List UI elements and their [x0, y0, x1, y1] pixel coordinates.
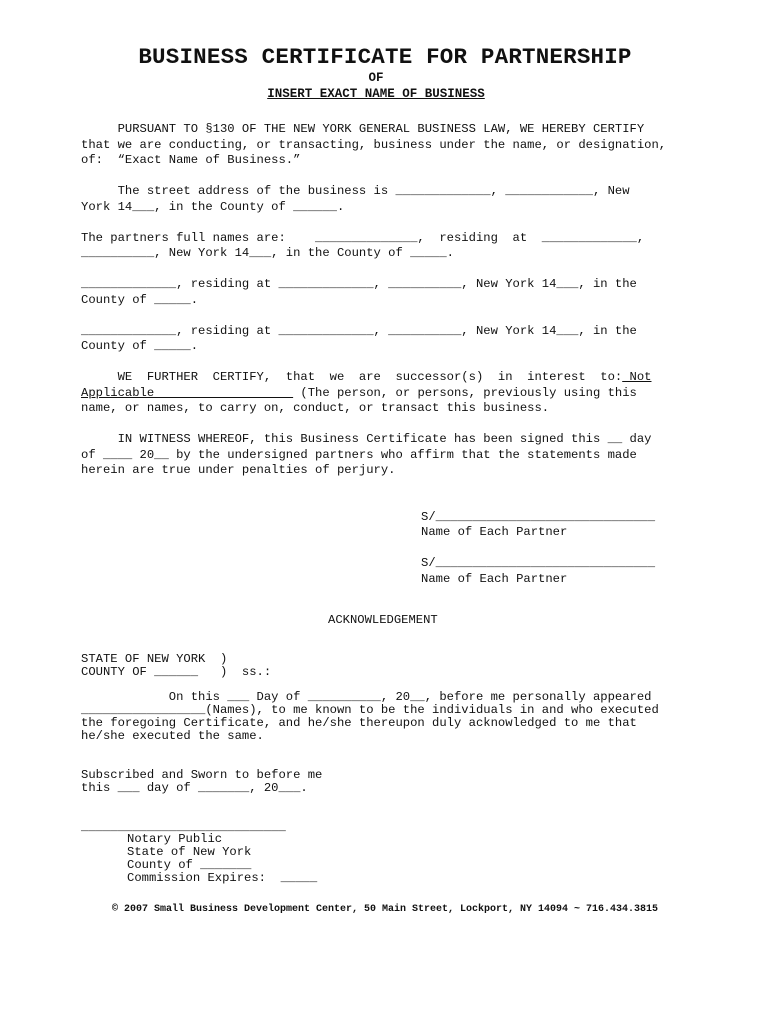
para1-line1: PURSUANT TO §130 OF THE NEW YORK GENERAL BUSINESS LAW, WE HEREBY CERTIFY — [81, 122, 645, 136]
partner3-line2: County of _____. — [81, 339, 199, 353]
sworn-line2: this ___ day of _______, 20___. — [81, 781, 308, 795]
para5-line3: name, or names, to carry on, conduct, or transact this business. — [81, 401, 550, 415]
para1-line2: that we are conducting, or transacting, business under the name, or designation, — [81, 138, 667, 152]
signature-caption-1: Name of Each Partner — [421, 525, 568, 539]
para6-line3: herein are true under penalties of perjury. — [81, 463, 396, 477]
ack-line1: On this ___ Day of __________, 20__, before me personally appeared — [81, 690, 652, 704]
notary-state: State of New York — [127, 845, 252, 859]
para3-line2: __________, New York 14___, in the County of _____. — [81, 246, 454, 260]
para3-line1: The partners full names are: ______________, residing at _____________, — [81, 231, 645, 245]
footer-copyright: © 2007 Small Business Development Center, 50 Main Street, Lockport, NY 14094 ~ 716.434.3815 — [111, 904, 659, 915]
para6-line2: of ____ 20__ by the undersigned partners who affirm that the statements made — [81, 448, 637, 462]
notary-county: County of _______ — [127, 858, 252, 872]
ack-line3: the foregoing Certificate, and he/she thereupon duly acknowledged to me that — [81, 716, 637, 730]
para5-line1: WE FURTHER CERTIFY, that we are successor(s) in interest to: Not — [81, 370, 652, 384]
signature-line-1: S/______________________________ — [421, 510, 656, 524]
partner3-line1: _____________, residing at _____________, __________, New York 14___, in the — [81, 324, 637, 338]
ack-line2: _________________(Names), to me known to be the individuals in and who executed — [81, 703, 659, 717]
partner2-line2: County of _____. — [81, 293, 199, 307]
venue-state: STATE OF NEW YORK ) — [81, 652, 228, 666]
notary-signature-line: ____________________________ — [81, 820, 286, 834]
para1-line3: of: “Exact Name of Business.” — [81, 153, 301, 167]
acknowledgement-heading: ACKNOWLEDGEMENT — [328, 613, 438, 627]
signature-caption-2: Name of Each Partner — [421, 572, 568, 586]
sworn-line1: Subscribed and Sworn to before me — [81, 768, 323, 782]
para2-line2: York 14___, in the County of ______. — [81, 200, 345, 214]
signature-line-2: S/______________________________ — [421, 556, 656, 570]
para6-line1: IN WITNESS WHEREOF, this Business Certificate has been signed this __ day — [81, 432, 652, 446]
notary-public: Notary Public — [127, 832, 223, 846]
document-title: BUSINESS CERTIFICATE FOR PARTNERSHIP — [138, 44, 632, 70]
para2-line1: The street address of the business is _____________, ____________, New — [81, 184, 630, 198]
partner2-line1: _____________, residing at _____________, __________, New York 14___, in the — [81, 277, 637, 291]
business-name-placeholder: INSERT EXACT NAME OF BUSINESS — [267, 87, 485, 101]
ack-line4: he/she executed the same. — [81, 729, 264, 743]
para5-line2: Applicable (The person, or persons, previously using this — [81, 386, 637, 400]
title-of: OF — [368, 71, 384, 85]
notary-commission: Commission Expires: _____ — [127, 871, 318, 885]
venue-county: COUNTY OF ______ ) ss.: — [81, 665, 272, 679]
